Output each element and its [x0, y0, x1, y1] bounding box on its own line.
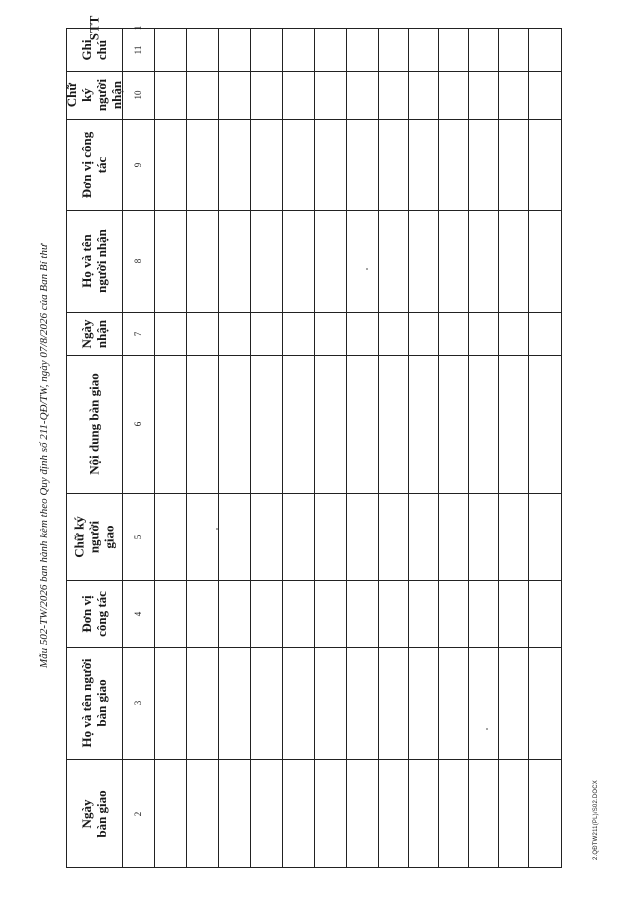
table-cell[interactable] [155, 760, 186, 868]
table-cell[interactable] [219, 494, 250, 580]
table-cell[interactable] [155, 29, 186, 71]
column-number: 1 [133, 25, 143, 31]
table-cell[interactable] [315, 72, 346, 119]
table-cell[interactable] [529, 211, 562, 312]
table-cell[interactable] [219, 120, 250, 210]
table-cell[interactable] [219, 760, 250, 868]
column-header: Ngày nhận [79, 319, 109, 348]
table-cell[interactable] [379, 494, 408, 580]
table-cell[interactable] [499, 72, 528, 119]
table-cell[interactable] [251, 356, 282, 493]
table-cell[interactable] [529, 648, 562, 759]
table-cell[interactable] [315, 211, 346, 312]
table-cell[interactable] [499, 120, 528, 210]
table-cell[interactable] [347, 648, 378, 759]
table-cell[interactable] [379, 120, 408, 210]
table-cell[interactable] [499, 29, 528, 71]
table-cell[interactable] [409, 29, 438, 71]
table-cell[interactable] [379, 760, 408, 868]
form-caption: Mẫu 502-TW/2026 ban hành kèm theo Quy định số 211-QĐ/TW, ngày 07/8/2026 của Ban Bí thư [38, 244, 50, 668]
table-cell[interactable] [379, 29, 408, 71]
table-cell[interactable] [155, 313, 186, 355]
table-cell[interactable] [379, 211, 408, 312]
table-cell[interactable] [155, 648, 186, 759]
table-cell[interactable] [409, 72, 438, 119]
table-cell[interactable] [409, 120, 438, 210]
column-number: 8 [133, 258, 143, 264]
table-cell[interactable] [469, 648, 498, 759]
table-cell[interactable] [315, 648, 346, 759]
table-cell[interactable] [251, 760, 282, 868]
table-cell[interactable] [529, 29, 562, 71]
table-cell[interactable] [469, 72, 498, 119]
table-cell[interactable] [379, 356, 408, 493]
table-cell[interactable] [529, 581, 562, 647]
table-cell[interactable] [283, 760, 314, 868]
table-cell[interactable] [439, 120, 468, 210]
table-cell[interactable] [439, 211, 468, 312]
table-cell[interactable] [439, 581, 468, 647]
table-cell[interactable] [315, 494, 346, 580]
scan-speck [486, 728, 488, 730]
table-cell[interactable] [469, 313, 498, 355]
table-cell[interactable] [219, 211, 250, 312]
table-cell[interactable] [499, 648, 528, 759]
table-cell[interactable] [187, 760, 218, 868]
table-cell[interactable] [155, 72, 186, 119]
table-cell[interactable] [409, 760, 438, 868]
table-cell[interactable] [469, 211, 498, 312]
table-cell[interactable] [283, 494, 314, 580]
table-cell[interactable] [469, 581, 498, 647]
table-cell[interactable] [529, 120, 562, 210]
table-cell[interactable] [187, 494, 218, 580]
table-cell[interactable] [155, 356, 186, 493]
table-cell[interactable] [379, 313, 408, 355]
column-number: 10 [133, 90, 143, 100]
table-cell[interactable] [251, 211, 282, 312]
column-header: Đơn vị công tác [79, 131, 109, 198]
table-cell[interactable] [187, 313, 218, 355]
table-cell[interactable] [469, 120, 498, 210]
table-cell[interactable] [155, 581, 186, 647]
table-cell[interactable] [219, 313, 250, 355]
column-number: 5 [133, 534, 143, 539]
table-cell[interactable] [409, 356, 438, 493]
table-cell[interactable] [499, 494, 528, 580]
table-cell[interactable] [469, 760, 498, 868]
table-cell[interactable] [283, 648, 314, 759]
column-header: Họ và tên người bàn giao [79, 658, 109, 748]
table-cell[interactable] [187, 356, 218, 493]
table-cell[interactable] [469, 356, 498, 493]
table-cell[interactable] [187, 581, 218, 647]
table-cell[interactable] [347, 356, 378, 493]
column-header: Ghi chú [79, 39, 109, 60]
table-cell[interactable] [283, 313, 314, 355]
column-number: 4 [133, 611, 143, 616]
table-cell[interactable] [219, 581, 250, 647]
table-cell[interactable] [347, 760, 378, 868]
table-cell[interactable] [439, 72, 468, 119]
table-cell[interactable] [219, 29, 250, 71]
table-cell[interactable] [251, 29, 282, 71]
table-cell[interactable] [187, 211, 218, 312]
table-cell[interactable] [347, 494, 378, 580]
table-cell[interactable] [529, 494, 562, 580]
table-cell[interactable] [439, 313, 468, 355]
table-cell[interactable] [187, 72, 218, 119]
table-cell[interactable] [439, 29, 468, 71]
row-divider [122, 28, 123, 868]
table-cell[interactable] [347, 120, 378, 210]
table-cell[interactable] [529, 72, 562, 119]
table-cell[interactable] [409, 648, 438, 759]
column-number: 3 [133, 700, 143, 706]
table-cell[interactable] [315, 581, 346, 647]
table-cell[interactable] [315, 120, 346, 210]
row-divider [66, 28, 67, 868]
table-cell[interactable] [283, 72, 314, 119]
table-cell[interactable] [251, 648, 282, 759]
table-cell[interactable] [529, 760, 562, 868]
table-cell[interactable] [283, 356, 314, 493]
table-cell[interactable] [155, 211, 186, 312]
table-cell[interactable] [499, 760, 528, 868]
table-cell[interactable] [347, 581, 378, 647]
table-cell[interactable] [529, 313, 562, 355]
table-cell[interactable] [315, 760, 346, 868]
column-header: Nội dung bàn giao [86, 373, 102, 475]
column-header: Họ và tên người nhận [79, 229, 109, 293]
document-code: 2.QĐTW211(PL)/S02.DOCX [593, 780, 599, 860]
scan-speck [216, 528, 218, 530]
table-cell[interactable] [187, 29, 218, 71]
column-header: Chữ ký người nhận [64, 78, 124, 112]
table-cell[interactable] [439, 356, 468, 493]
table-cell[interactable] [469, 29, 498, 71]
table-cell[interactable] [499, 211, 528, 312]
handover-log-table [64, 15, 562, 868]
table-cell[interactable] [409, 313, 438, 355]
column-number: 9 [133, 162, 143, 167]
table-cell[interactable] [379, 581, 408, 647]
column-header: STT [86, 15, 102, 41]
table-cell[interactable] [499, 313, 528, 355]
table-cell[interactable] [187, 648, 218, 759]
table-cell[interactable] [409, 211, 438, 312]
table-cell[interactable] [379, 648, 408, 759]
column-header: Chữ ký người giao [71, 515, 117, 558]
column-number: 7 [133, 331, 143, 336]
table-cell[interactable] [439, 494, 468, 580]
table-cell[interactable] [251, 581, 282, 647]
scan-speck [366, 268, 368, 270]
table-cell[interactable] [155, 494, 186, 580]
table-cell[interactable] [439, 648, 468, 759]
table-cell[interactable] [283, 211, 314, 312]
table-cell[interactable] [155, 120, 186, 210]
table-cell[interactable] [315, 29, 346, 71]
table-cell[interactable] [219, 356, 250, 493]
table-cell[interactable] [315, 313, 346, 355]
column-header: Đơn vị công tác [79, 590, 109, 637]
table-cell[interactable] [283, 581, 314, 647]
table-cell[interactable] [379, 72, 408, 119]
table-cell[interactable] [283, 120, 314, 210]
table-cell[interactable] [347, 29, 378, 71]
table-cell[interactable] [251, 120, 282, 210]
column-number: 6 [133, 421, 143, 427]
column-number: 11 [133, 45, 143, 54]
table-cell[interactable] [347, 313, 378, 355]
table-cell[interactable] [499, 581, 528, 647]
table-cell[interactable] [187, 120, 218, 210]
column-number: 2 [133, 811, 143, 816]
table-cell[interactable] [529, 356, 562, 493]
table-cell[interactable] [439, 760, 468, 868]
table-cell[interactable] [409, 581, 438, 647]
table-cell[interactable] [219, 72, 250, 119]
column-header: Ngày bàn giao [79, 789, 109, 838]
table-cell[interactable] [499, 356, 528, 493]
table-cell[interactable] [347, 72, 378, 119]
table-cell[interactable] [251, 313, 282, 355]
table-cell[interactable] [315, 356, 346, 493]
table-cell[interactable] [251, 72, 282, 119]
table-cell[interactable] [219, 648, 250, 759]
table-cell[interactable] [409, 494, 438, 580]
table-cell[interactable] [283, 29, 314, 71]
table-cell[interactable] [469, 494, 498, 580]
table-cell[interactable] [251, 494, 282, 580]
table-cell[interactable] [347, 211, 378, 312]
